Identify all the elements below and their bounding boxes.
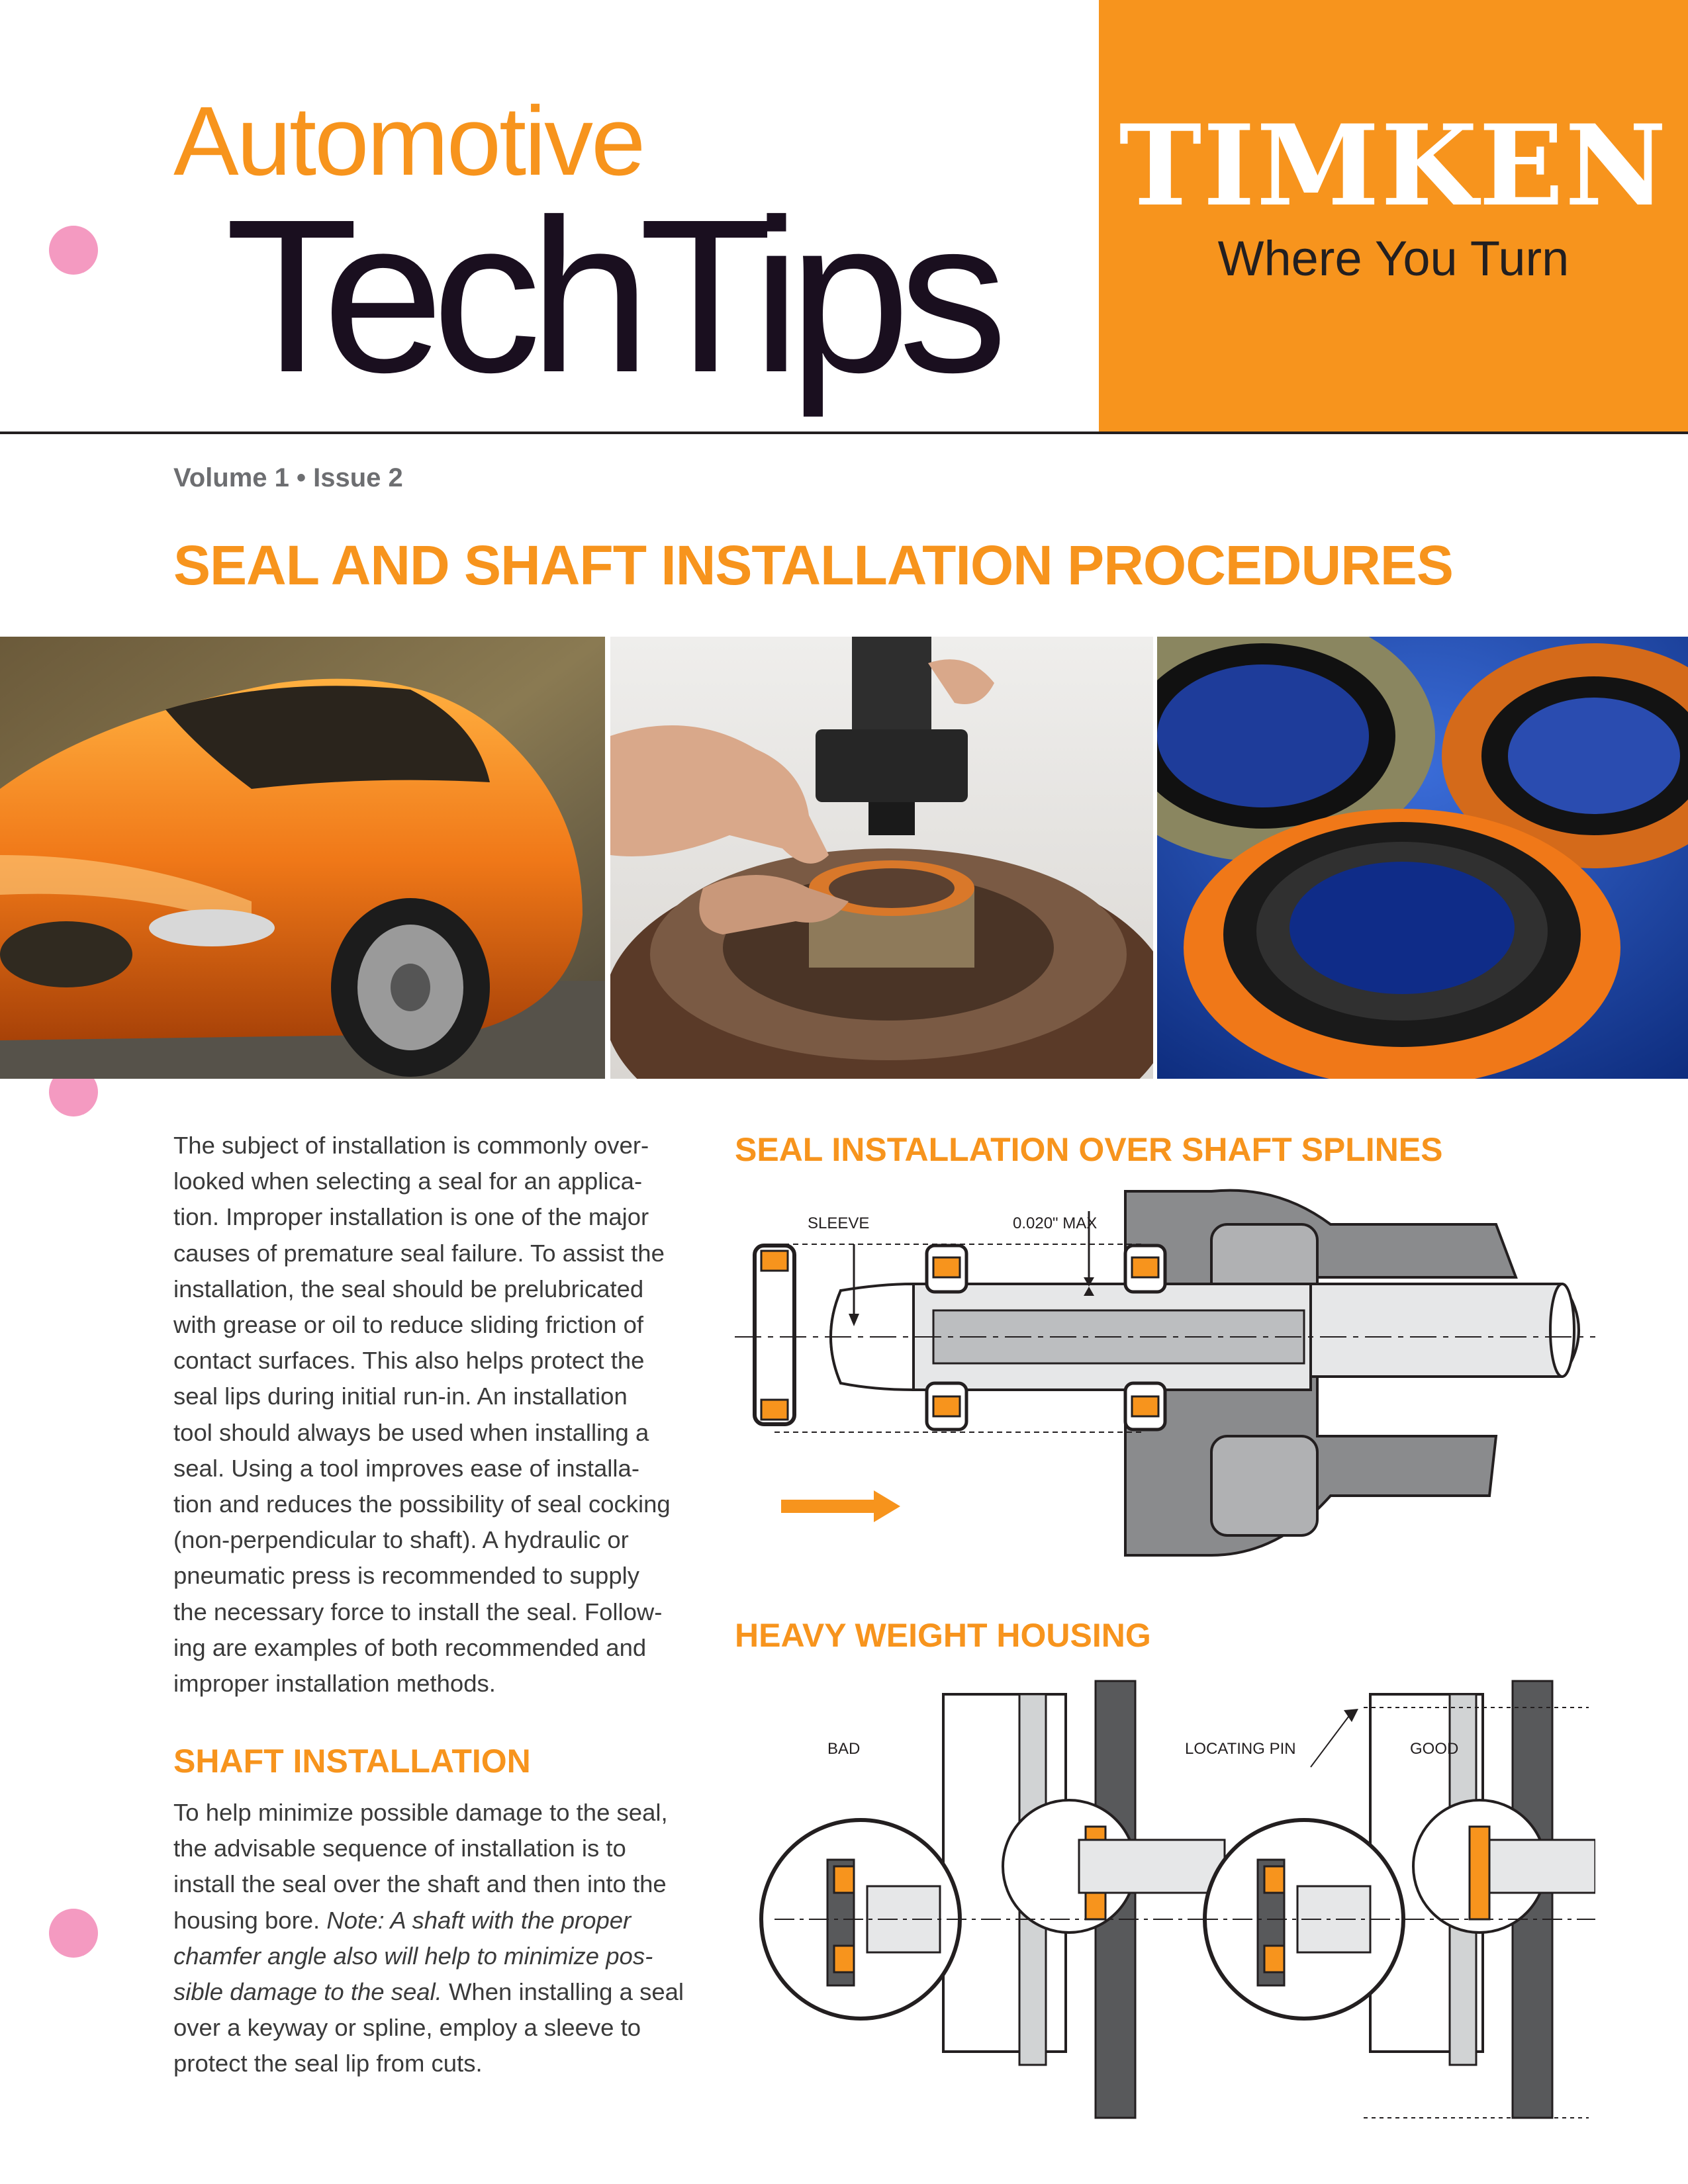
shaft-note: Note: A shaft with the proper <box>326 1906 632 1934</box>
intro-line: looked when selecting a seal for an applica- <box>173 1167 643 1195</box>
photo-oil-seals <box>1157 637 1688 1079</box>
issue-line: Volume 1 • Issue 2 <box>173 463 403 492</box>
intro-line: with grease or oil to reduce sliding friction of <box>173 1311 644 1339</box>
label-max-clearance: 0.020" MAX <box>1013 1214 1098 1232</box>
intro-line: contact surfaces. This also helps protect the <box>173 1347 645 1375</box>
intro-line: pneumatic press is recommended to supply <box>173 1562 639 1590</box>
shaft-line-text: housing bore. <box>173 1906 327 1934</box>
intro-line: tool should always be used when installing a <box>173 1418 649 1446</box>
shaft-note: chamfer angle also will help to minimize pos- <box>173 1942 653 1970</box>
shaft-line: To help minimize possible damage to the seal, <box>173 1799 668 1826</box>
shaft-installation-paragraph <box>173 1795 703 2082</box>
intro-line: The subject of installation is commonly over- <box>173 1132 649 1159</box>
shaft-line: the advisable sequence of installation is to <box>173 1835 626 1862</box>
intro-line: seal lips during initial run-in. An installation <box>173 1383 628 1410</box>
photo-sports-car <box>0 637 605 1079</box>
shaft-line: protect the seal lip from cuts. <box>173 2050 483 2077</box>
label-locating-pin: LOCATING PIN <box>1185 1740 1296 1758</box>
shaft-line-text: When installing a seal <box>442 1978 684 2006</box>
label-bad: BAD <box>827 1740 861 1758</box>
shaft-installation-heading: SHAFT INSTALLATION <box>173 1743 531 1780</box>
company-logo: TIMKEN <box>1119 100 1668 231</box>
company-tagline: Where You Turn <box>1217 231 1570 286</box>
shaft-line <box>173 1938 703 1974</box>
splines-diagram <box>735 1185 1595 1569</box>
intro-line: the necessary force to install the seal. Follow- <box>173 1598 663 1625</box>
intro-line: causes of premature seal failure. To assist the <box>173 1239 665 1267</box>
pink-dot-1 <box>49 226 98 275</box>
photo-seal-installation <box>610 637 1153 1079</box>
shaft-line: install the seal over the shaft and then into the <box>173 1870 667 1898</box>
company-logo-panel <box>1099 0 1688 432</box>
shaft-line: over a keyway or spline, employ a sleeve to <box>173 2014 641 2042</box>
housing-diagram-heading: HEAVY WEIGHT HOUSING <box>735 1617 1151 1654</box>
intro-line: seal. Using a tool improves ease of installa- <box>173 1454 639 1482</box>
intro-line: improper installation methods. <box>173 1670 496 1698</box>
intro-paragraph <box>173 1128 703 1702</box>
shaft-line <box>173 1974 703 2010</box>
intro-line: ing are examples of both recommended and <box>173 1633 647 1661</box>
intro-line: (non-perpendicular to shaft). A hydraulic or <box>173 1526 629 1554</box>
label-sleeve: SLEEVE <box>808 1214 870 1232</box>
label-good: GOOD <box>1410 1740 1459 1758</box>
brand-word: Automotive <box>173 87 644 196</box>
page-title: SEAL AND SHAFT INSTALLATION PROCEDURES <box>173 534 1453 596</box>
intro-line: tion. Improper installation is one of the major <box>173 1203 649 1231</box>
brand-title: TechTips <box>225 173 996 418</box>
housing-diagram <box>735 1668 1595 2131</box>
intro-line: installation, the seal should be prelubricated <box>173 1275 644 1302</box>
shaft-line <box>173 1903 703 1938</box>
splines-diagram-heading: SEAL INSTALLATION OVER SHAFT SPLINES <box>735 1131 1443 1168</box>
intro-line: tion and reduces the possibility of seal cocking <box>173 1490 671 1518</box>
shaft-note: sible damage to the seal. <box>173 1978 442 2006</box>
pink-dot-3 <box>49 1909 98 1958</box>
header-divider <box>0 432 1688 434</box>
